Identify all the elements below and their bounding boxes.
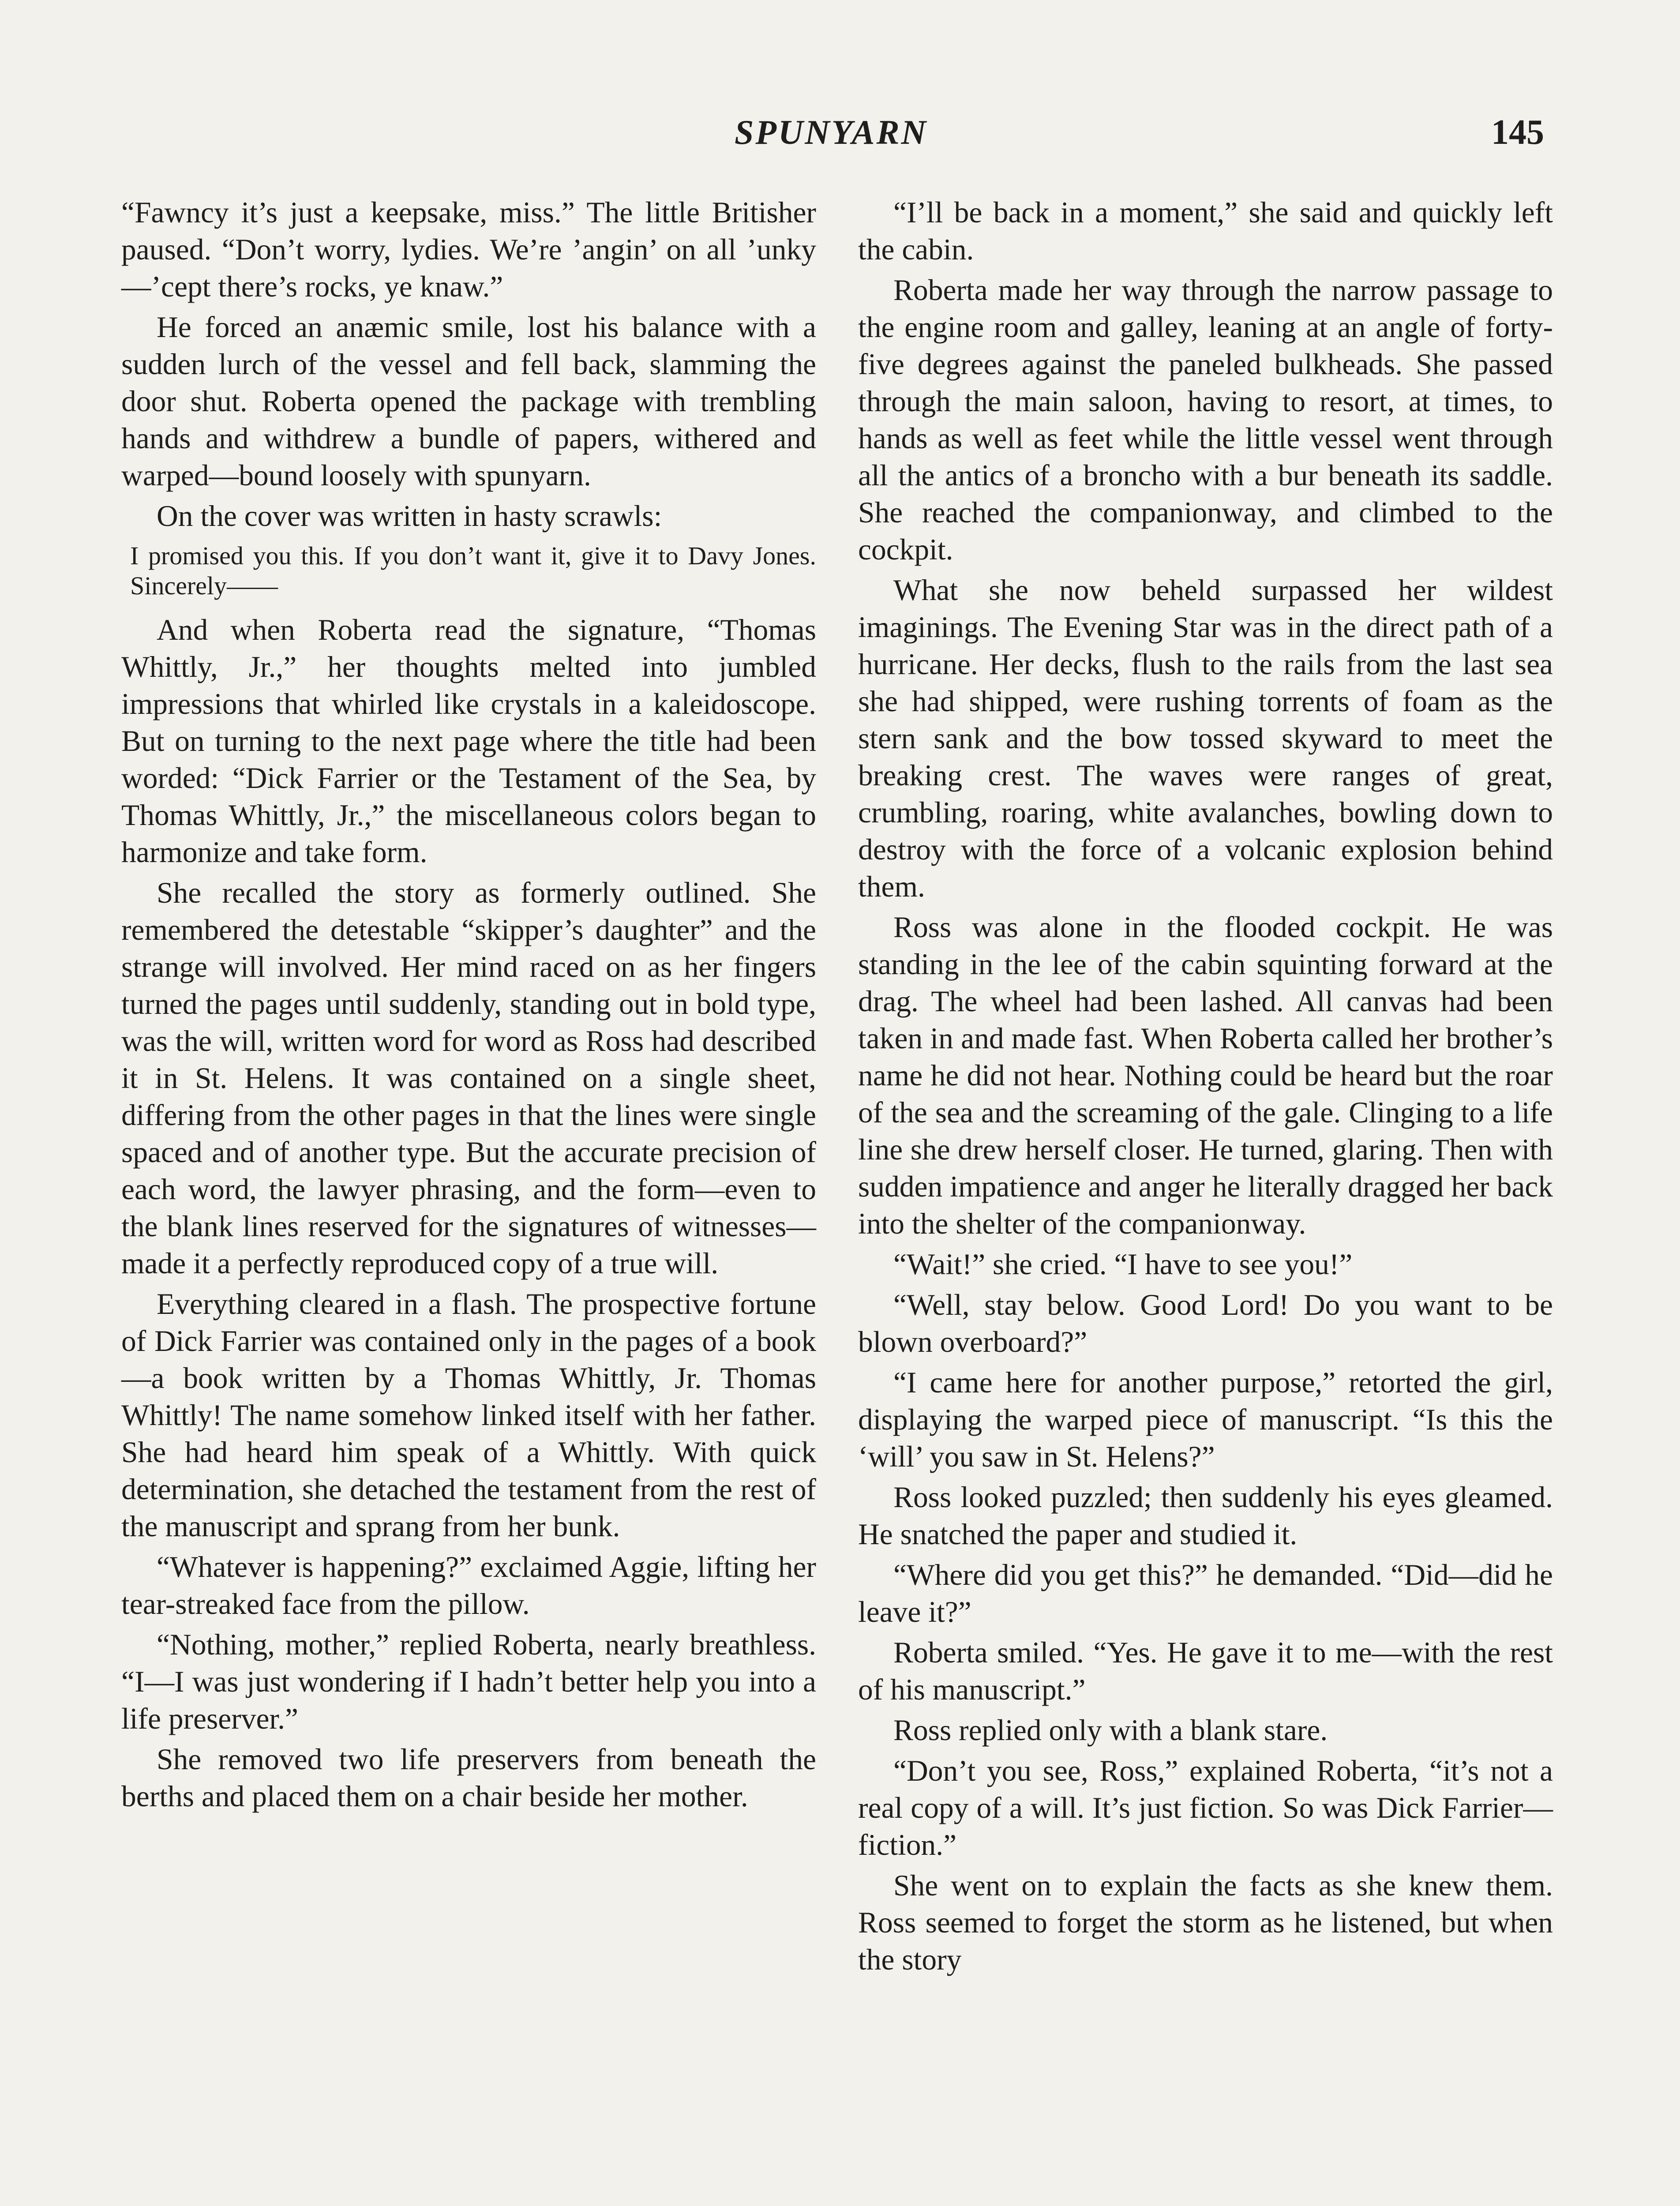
- paragraph: Ross was alone in the flooded cockpit. He was standing in the lee of the cabin squinting forward at the drag. The wheel had been lashed. All canvas had been taken in and made fast. When Roberta called her brother’s name he did not hear. Nothing could be heard but the roar of the sea and the screaming of the gale. Clinging to a life line she drew herself closer. He turned, glaring. Then with sudden impatience and anger he literally dragged her back into the shelter of the companionway.: [858, 911, 1553, 1240]
- paragraph: “Wait!” she cried. “I have to see you!”: [893, 1248, 1353, 1281]
- page-header: [0, 113, 1680, 165]
- paragraph: On the cover was written in hasty scrawls:: [157, 499, 662, 533]
- cover-inscription: I promised you this. If you don’t want it, give it to Davy Jones. Sincerely——: [130, 541, 816, 600]
- paragraph: She recalled the story as formerly outlined. She remembered the detestable “skipper’s daughter” and the strange will involved. Her mind raced on as her fingers turned the pages until suddenly, standing out in bold type, was the will, written word for word as Ross had described it in St. Helens. It was contained on a single sheet, differing from the other pages in that the lines were single spaced and of another type. But the accurate precision of each word, the lawyer phrasing, and the form—even to the blank lines reserved for the signatures of witnesses—made it a perfectly reproduced copy of a true will.: [121, 876, 816, 1280]
- paragraph: “Well, stay below. Good Lord! Do you want to be blown overboard?”: [858, 1288, 1553, 1358]
- paragraph: Ross replied only with a blank stare.: [893, 1714, 1328, 1747]
- paragraph: Everything cleared in a flash. The prospective fortune of Dick Farrier was contained only in the pages of a book—a book written by a Thomas Whittly, Jr. Thomas Whittly! The name somehow linked itself with her father. She had heard him speak of a Whittly. With quick determination, she detached the testament from the rest of the manuscript and sprang from her bunk.: [121, 1287, 816, 1543]
- paragraph: “I came here for another purpose,” retorted the girl, displaying the warped piece of manuscript. “Is this the ‘will’ you saw in St. Helens?”: [858, 1366, 1553, 1473]
- page-number: 145: [1491, 113, 1544, 152]
- paragraph: “Whatever is happening?” exclaimed Aggie, lifting her tear-streaked face from the pillow.: [121, 1550, 816, 1621]
- paragraph: She went on to explain the facts as she knew them. Ross seemed to forget the storm as he listened, but when the story: [858, 1869, 1553, 1976]
- right-column: [858, 194, 1553, 1982]
- paragraph: “Don’t you see, Ross,” explained Roberta, “it’s not a real copy of a will. It’s just fiction. So was Dick Farrier—fiction.”: [858, 1754, 1553, 1861]
- paragraph: Roberta made her way through the narrow passage to the engine room and galley, leaning at an angle of forty-five degrees against the paneled bulkheads. She passed through the main saloon, having to resort, at times, to hands as well as feet while the little vessel went through all the antics of a broncho with a bur beneath its saddle. She reached the companionway, and climbed to the cockpit.: [858, 274, 1553, 566]
- paragraph: Ross looked puzzled; then suddenly his eyes gleamed. He snatched the paper and studied it.: [858, 1481, 1553, 1551]
- paragraph: She removed two life preservers from beneath the berths and placed them on a chair beside her mother.: [121, 1743, 816, 1813]
- paragraph: “I’ll be back in a moment,” she said and quickly left the cabin.: [858, 196, 1553, 266]
- paragraph: “Where did you get this?” he demanded. “Did—did he leave it?”: [858, 1558, 1553, 1628]
- paragraph: “Nothing, mother,” replied Roberta, nearly breathless. “I—I was just wondering if I hadn’t better help you into a life preserver.”: [121, 1628, 816, 1735]
- paragraph: What she now beheld surpassed her wildest imaginings. The Evening Star was in the direct path of a hurricane. Her decks, flush to the rails from the last sea she had shipped, were rushing torrents of foam as the stern sank and the bow tossed skyward to meet the breaking crest. The waves were ranges of great, crumbling, roaring, white avalanches, bowling down to destroy with the force of a volcanic explosion behind them.: [858, 574, 1553, 903]
- paragraph: And when Roberta read the signature, “Thomas Whittly, Jr.,” her thoughts melted into jumbled impressions that whirled like crystals in a kaleidoscope. But on turning to the next page where the title had been worded: “Dick Farrier or the Testament of the Sea, by Thomas Whittly, Jr.,” the miscellaneous colors began to harmonize and take form.: [121, 613, 816, 869]
- paragraph: He forced an anæmic smile, lost his balance with a sudden lurch of the vessel and fell back, slamming the door shut. Roberta opened the package with trembling hands and withdrew a bundle of papers, withered and warped—bound loosely with spunyarn.: [121, 311, 816, 492]
- running-head: SPUNYARN: [735, 113, 928, 151]
- paragraph: “Fawncy it’s just a keepsake, miss.” The little Britisher paused. “Don’t worry, lydies. We’re ’angin’ on all ’unky—’cept there’s rocks, ye knaw.”: [121, 196, 816, 303]
- paragraph: Roberta smiled. “Yes. He gave it to me—with the rest of his manuscript.”: [858, 1636, 1553, 1706]
- left-column: [121, 194, 816, 1819]
